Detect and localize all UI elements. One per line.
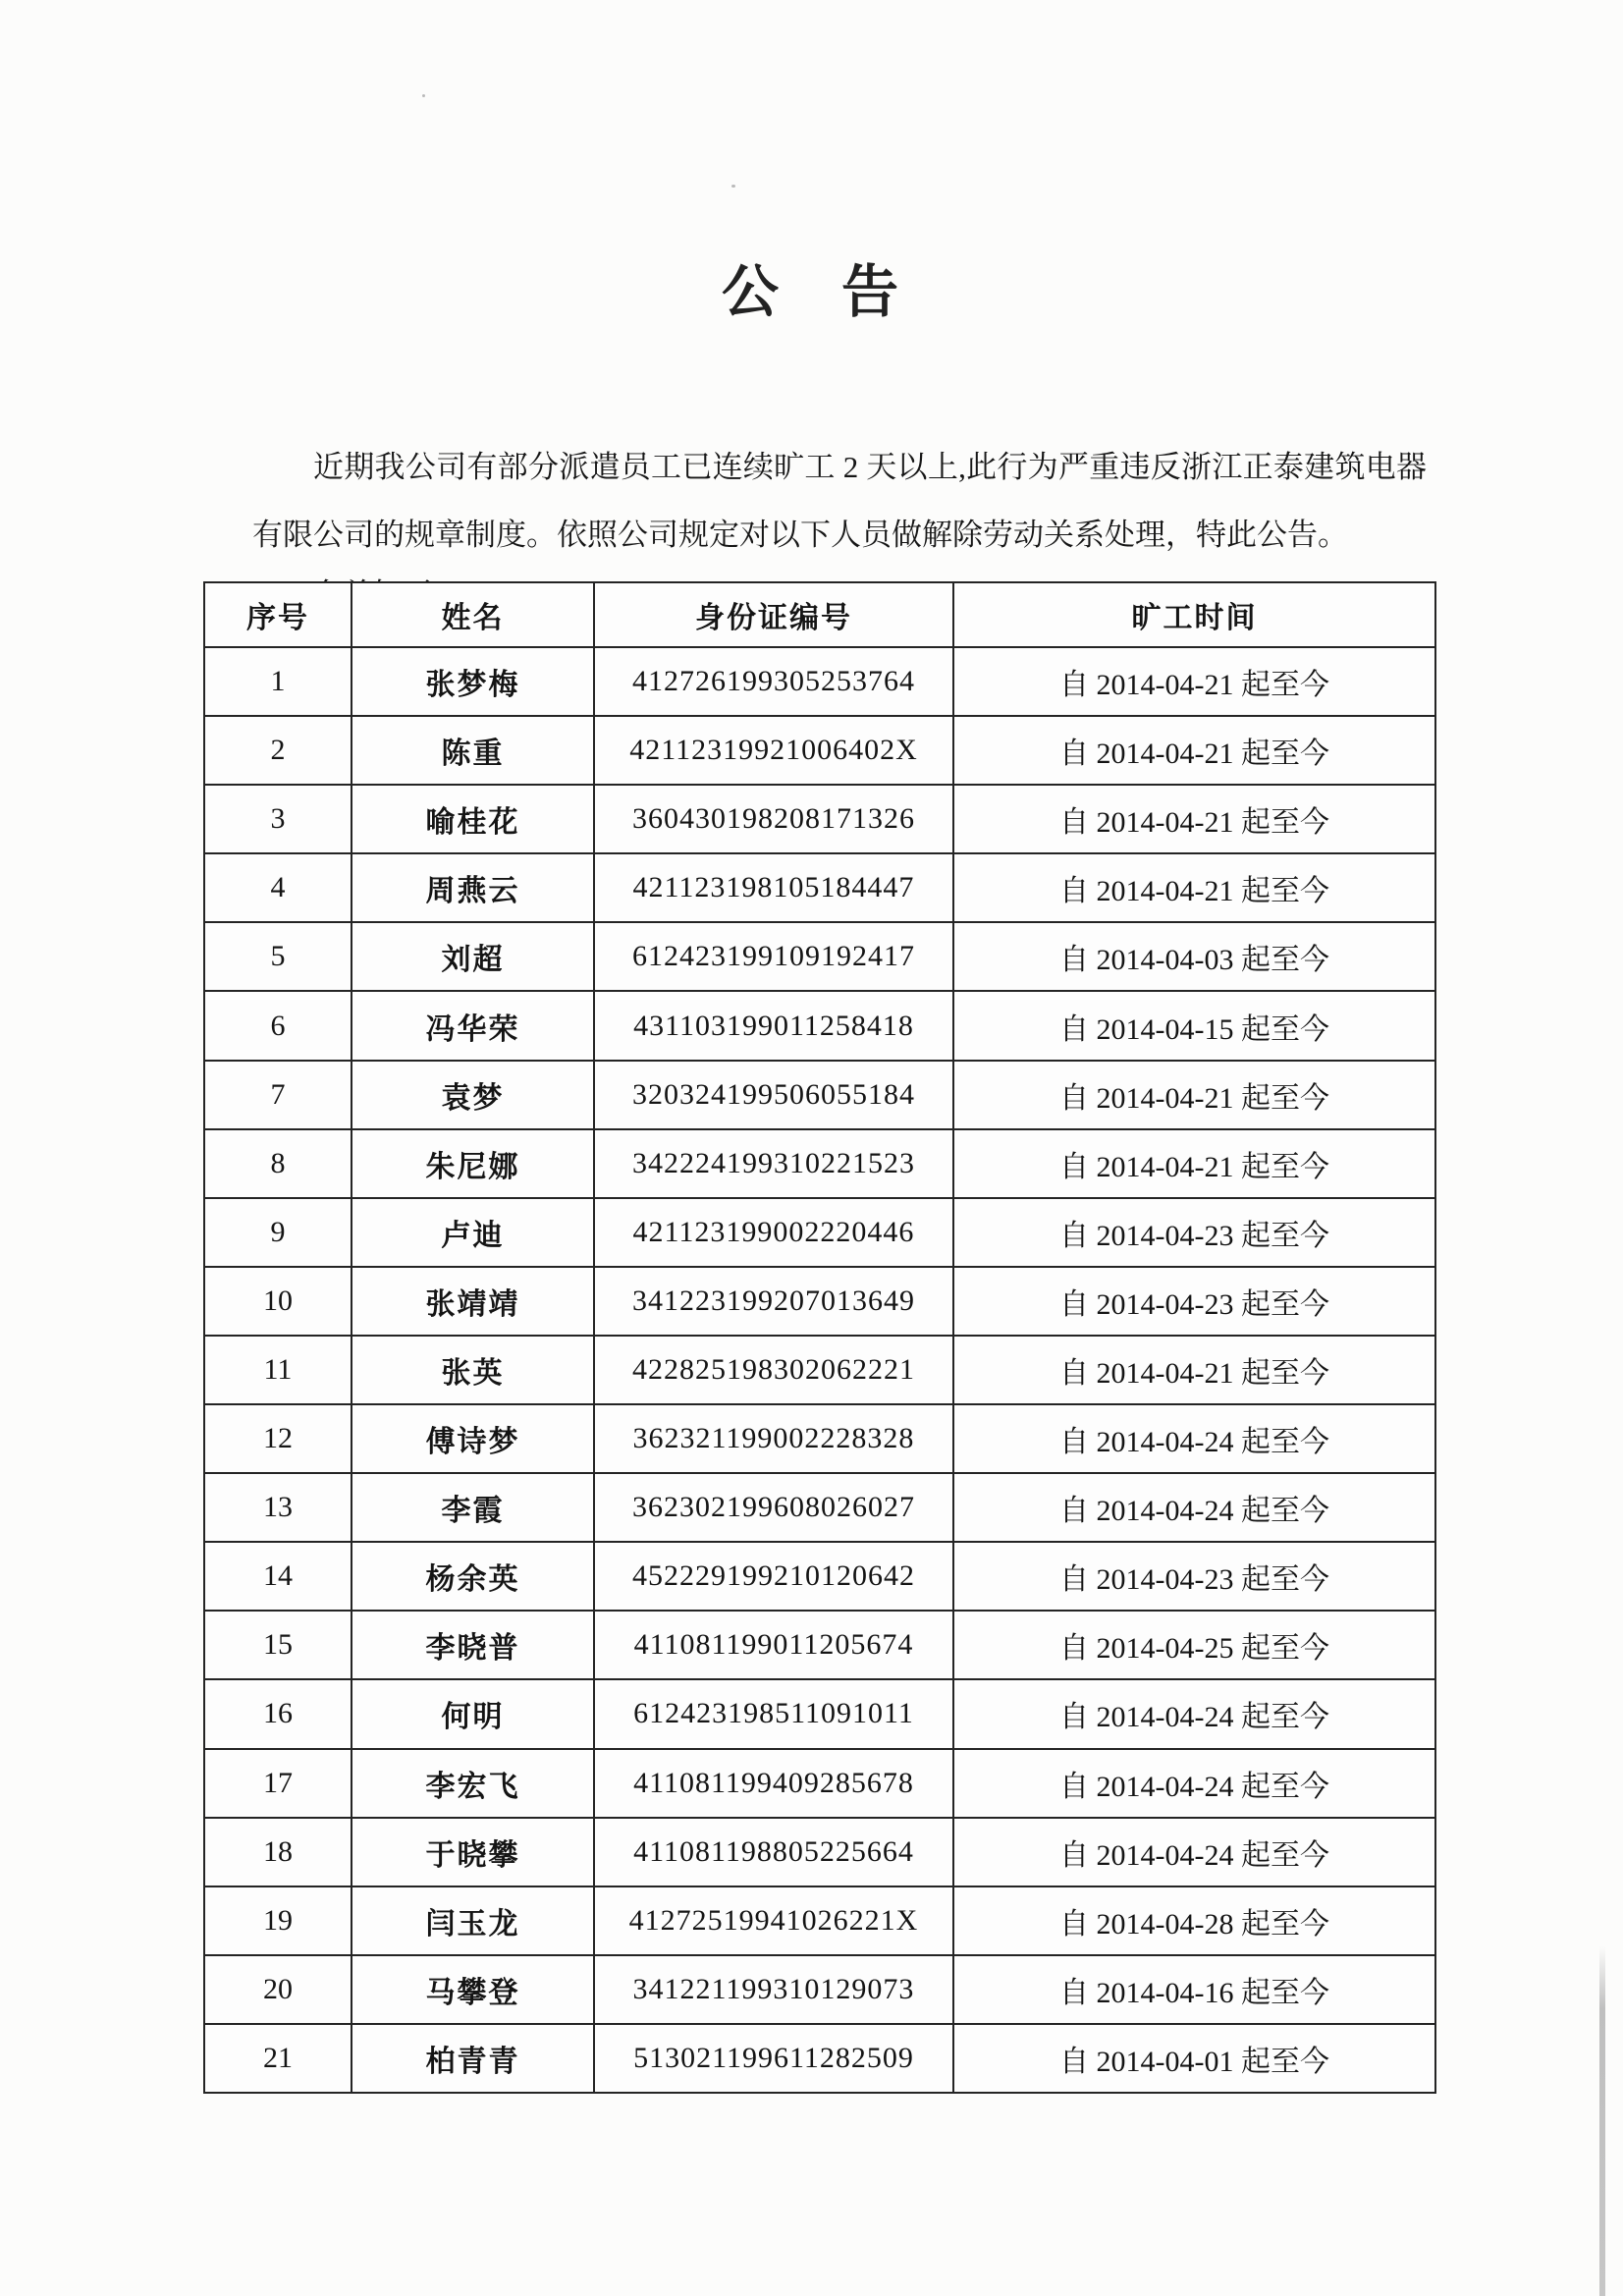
cell-no: 4 [204,853,352,922]
cell-period: 自 2014-04-21 起至今 [953,716,1435,785]
table-row [204,1749,1435,1818]
cell-period: 自 2014-04-23 起至今 [953,1198,1435,1267]
table-header-row [204,582,1435,647]
table-row [204,1061,1435,1129]
cell-name: 张英 [352,1336,594,1404]
header-cell-no: 序号 [204,582,352,647]
table-row [204,1267,1435,1336]
cell-period: 自 2014-04-24 起至今 [953,1749,1435,1818]
page-title: 公 告 [721,260,901,324]
cell-id_number: 411081198805225664 [594,1818,953,1886]
cell-name: 闫玉龙 [352,1886,594,1955]
cell-no: 10 [204,1267,352,1336]
cell-id_number: 612423198511091011 [594,1679,953,1748]
cell-period: 自 2014-04-21 起至今 [953,647,1435,716]
cell-id_number: 42112319921006402X [594,716,953,785]
header-cell-name: 姓名 [352,582,594,647]
cell-name: 李霞 [352,1473,594,1542]
cell-no: 16 [204,1679,352,1748]
cell-name: 周燕云 [352,853,594,922]
intro-paragraph: 近期我公司有部分派遣员工已连续旷工 2 天以上,此行为严重违反浙江正泰建筑电器有限公司的规章制度。依照公司规定对以下人员做解除劳动关系处理，特此公告。 [252,450,1427,552]
cell-id_number: 320324199506055184 [594,1061,953,1129]
cell-no: 20 [204,1955,352,2024]
cell-name: 何明 [352,1679,594,1748]
cell-period: 自 2014-04-21 起至今 [953,1061,1435,1129]
table-row [204,1336,1435,1404]
cell-name: 冯华荣 [352,991,594,1060]
cell-name: 李宏飞 [352,1749,594,1818]
cell-period: 自 2014-04-28 起至今 [953,1886,1435,1955]
table-row [204,1542,1435,1611]
table-row [204,1611,1435,1679]
announcement-table [203,581,1436,2094]
cell-name: 刘超 [352,922,594,991]
cell-name: 张梦梅 [352,647,594,716]
cell-id_number: 341223199207013649 [594,1267,953,1336]
cell-name: 张靖靖 [352,1267,594,1336]
cell-period: 自 2014-04-24 起至今 [953,1473,1435,1542]
cell-id_number: 513021199611282509 [594,2024,953,2093]
cell-no: 5 [204,922,352,991]
header-cell-period: 旷工时间 [953,582,1435,647]
cell-period: 自 2014-04-01 起至今 [953,2024,1435,2093]
cell-no: 11 [204,1336,352,1404]
cell-period: 自 2014-04-21 起至今 [953,1336,1435,1404]
cell-no: 9 [204,1198,352,1267]
table-row [204,1955,1435,2024]
cell-id_number: 422825198302062221 [594,1336,953,1404]
scan-speck [422,94,425,97]
cell-no: 2 [204,716,352,785]
cell-period: 自 2014-04-24 起至今 [953,1679,1435,1748]
table-row [204,853,1435,922]
table-row [204,647,1435,716]
cell-id_number: 421123198105184447 [594,853,953,922]
cell-period: 自 2014-04-24 起至今 [953,1404,1435,1473]
table-row [204,716,1435,785]
cell-no: 21 [204,2024,352,2093]
table-row [204,2024,1435,2093]
table-row [204,1679,1435,1748]
cell-id_number: 342224199310221523 [594,1129,953,1198]
cell-no: 6 [204,991,352,1060]
table-row [204,1129,1435,1198]
table-row [204,785,1435,853]
cell-period: 自 2014-04-16 起至今 [953,1955,1435,2024]
cell-period: 自 2014-04-15 起至今 [953,991,1435,1060]
table-header [204,582,1435,647]
scan-speck [731,185,735,188]
cell-no: 12 [204,1404,352,1473]
table-row [204,1198,1435,1267]
table-row [204,1404,1435,1473]
table-row [204,991,1435,1060]
table-row [204,922,1435,991]
cell-id_number: 452229199210120642 [594,1542,953,1611]
cell-period: 自 2014-04-24 起至今 [953,1818,1435,1886]
cell-no: 8 [204,1129,352,1198]
cell-name: 陈重 [352,716,594,785]
table-row [204,1473,1435,1542]
cell-id_number: 431103199011258418 [594,991,953,1060]
cell-name: 朱尼娜 [352,1129,594,1198]
cell-no: 17 [204,1749,352,1818]
cell-id_number: 612423199109192417 [594,922,953,991]
header-cell-id: 身份证编号 [594,582,953,647]
cell-period: 自 2014-04-03 起至今 [953,922,1435,991]
cell-period: 自 2014-04-21 起至今 [953,1129,1435,1198]
cell-name: 柏青青 [352,2024,594,2093]
scan-edge-shadow [1599,1946,1605,2296]
cell-period: 自 2014-04-21 起至今 [953,785,1435,853]
cell-period: 自 2014-04-23 起至今 [953,1542,1435,1611]
cell-period: 自 2014-04-25 起至今 [953,1611,1435,1679]
cell-no: 3 [204,785,352,853]
cell-name: 杨余英 [352,1542,594,1611]
cell-id_number: 362302199608026027 [594,1473,953,1542]
cell-id_number: 362321199002228328 [594,1404,953,1473]
cell-no: 18 [204,1818,352,1886]
cell-no: 19 [204,1886,352,1955]
cell-id_number: 411081199011205674 [594,1611,953,1679]
cell-period: 自 2014-04-23 起至今 [953,1267,1435,1336]
cell-id_number: 41272519941026221X [594,1886,953,1955]
cell-name: 马攀登 [352,1955,594,2024]
table-row [204,1818,1435,1886]
cell-no: 1 [204,647,352,716]
cell-name: 袁梦 [352,1061,594,1129]
cell-period: 自 2014-04-21 起至今 [953,853,1435,922]
cell-id_number: 421123199002220446 [594,1198,953,1267]
cell-name: 傅诗梦 [352,1404,594,1473]
table-row [204,1886,1435,1955]
cell-no: 13 [204,1473,352,1542]
cell-id_number: 412726199305253764 [594,647,953,716]
cell-name: 卢迪 [352,1198,594,1267]
cell-name: 喻桂花 [352,785,594,853]
cell-name: 李晓普 [352,1611,594,1679]
cell-no: 7 [204,1061,352,1129]
cell-id_number: 360430198208171326 [594,785,953,853]
table-body [204,647,1435,2093]
cell-id_number: 341221199310129073 [594,1955,953,2024]
cell-no: 15 [204,1611,352,1679]
cell-no: 14 [204,1542,352,1611]
cell-id_number: 411081199409285678 [594,1749,953,1818]
cell-name: 于晓攀 [352,1818,594,1886]
